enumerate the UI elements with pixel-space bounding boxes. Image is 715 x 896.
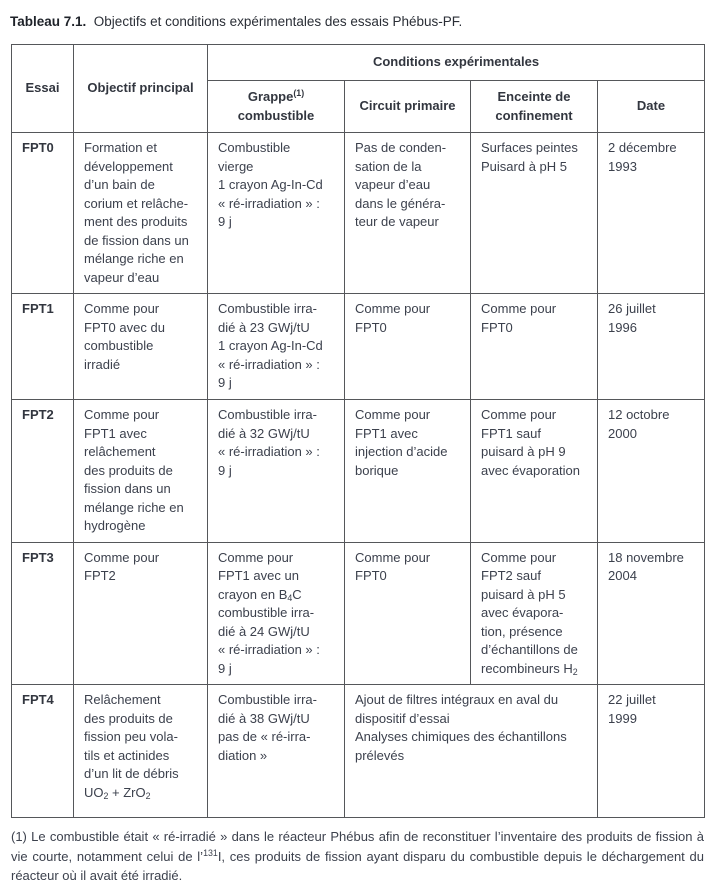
caption-text: Objectifs et conditions expérimentales des essais Phébus-PF. [93, 14, 463, 29]
cell-enceinte: Surfaces peintes Puisard à pH 5 [471, 133, 598, 294]
cell-enceinte: Comme pour FPT1 sauf puisard à pH 9 avec évaporation [471, 400, 598, 543]
cell-date: 2 décembre 1993 [598, 133, 705, 294]
table-caption [0, 0, 715, 31]
col-header-essai: Essai [12, 45, 74, 133]
table-row-fpt4 [12, 685, 705, 818]
cell-essai: FPT3 [12, 542, 74, 685]
cell-objectif: Comme pour FPT1 avec relâchement des produits de fission dans un mélange riche en hydrogène [74, 400, 208, 543]
cell-grappe: Combustible irra- dié à 32 GWj/tU « ré-irradiation » : 9 j [208, 400, 345, 543]
table-row-fpt0 [12, 133, 705, 294]
cell-circuit: Comme pour FPT0 [345, 542, 471, 685]
cell-grappe: Combustible vierge 1 crayon Ag-In-Cd « ré-irradiation » : 9 j [208, 133, 345, 294]
col-header-grappe: Grappe$^{(1)}$ combustible [208, 81, 345, 133]
table-row-fpt1 [12, 294, 705, 400]
cell-objectif: Formation et développement d’un bain de corium et relâche- ment des produits de fission dans un mélange riche en vapeur d’eau [74, 133, 208, 294]
experiments-table [11, 44, 705, 818]
cell-objectif: Comme pour FPT2 [74, 542, 208, 685]
col-header-objectif: Objectif principal [74, 45, 208, 133]
cell-circuit-enceinte-merged: Ajout de filtres intégraux en aval du dispositif d’essai Analyses chimiques des échantillons prélevés [345, 685, 598, 818]
cell-circuit: Pas de conden- sation de la vapeur d’eau dans le généra- teur de vapeur [345, 133, 471, 294]
cell-date: 26 juillet 1996 [598, 294, 705, 400]
cell-date: 12 octobre 2000 [598, 400, 705, 543]
cell-circuit: Comme pour FPT1 avec injection d’acide borique [345, 400, 471, 543]
col-header-circuit: Circuit primaire [345, 81, 471, 133]
header-row-top [12, 45, 705, 81]
cell-enceinte: Comme pour FPT2 sauf puisard à pH 5 avec évapora- tion, présence d’échantillons de recombineurs $H_2$ [471, 542, 598, 685]
table-row-fpt2 [12, 400, 705, 543]
col-header-date: Date [598, 81, 705, 133]
col-header-conditions: Conditions expérimentales [208, 45, 705, 81]
cell-circuit: Comme pour FPT0 [345, 294, 471, 400]
col-header-enceinte: Enceinte de confinement [471, 81, 598, 133]
cell-objectif: Comme pour FPT0 avec du combustible irradié [74, 294, 208, 400]
cell-grappe: Combustible irra- dié à 38 GWj/tU pas de « ré-irra- diation » [208, 685, 345, 818]
cell-essai: FPT0 [12, 133, 74, 294]
caption-label: Tableau 7.1. [10, 14, 87, 29]
cell-enceinte: Comme pour FPT0 [471, 294, 598, 400]
cell-essai: FPT2 [12, 400, 74, 543]
cell-essai: FPT1 [12, 294, 74, 400]
footnote: (1) Le combustible était « ré-irradié » dans le réacteur Phébus afin de reconstituer l’inventaire des produits de fission à vie courte, notamment celui de l’$^{131}$I, ces produits de fission ayant disparu du combustible depuis le déchargement du réacteur où il avait été irradié. [11, 829, 704, 883]
cell-objectif: Relâchement des produits de fission peu vola- tils et actinides d’un lit de débris $UO_2 + ZrO_2$ [74, 685, 208, 818]
cell-grappe: Combustible irra- dié à 23 GWj/tU 1 crayon Ag-In-Cd « ré-irradiation » : 9 j [208, 294, 345, 400]
cell-date: 18 novembre 2004 [598, 542, 705, 685]
cell-grappe: Comme pour FPT1 avec un crayon en $B_4C$ combustible irra- dié à 24 GWj/tU « ré-irradiation » : 9 j [208, 542, 345, 685]
cell-date: 22 juillet 1999 [598, 685, 705, 818]
table-row-fpt3 [12, 542, 705, 685]
cell-essai: FPT4 [12, 685, 74, 818]
